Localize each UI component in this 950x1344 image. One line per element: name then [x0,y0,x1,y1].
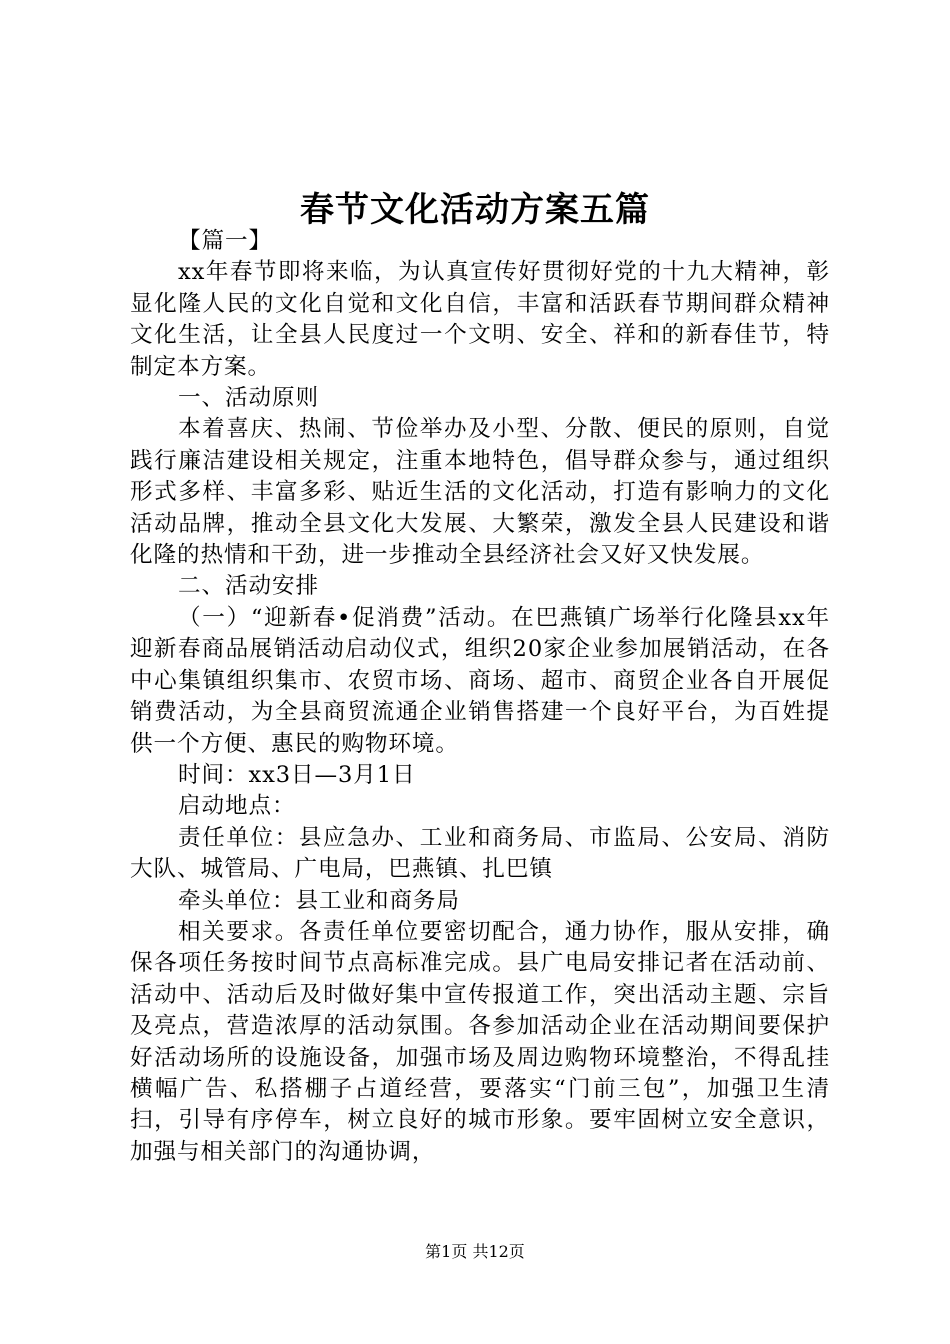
paragraph-location: 启动地点： [178,793,296,820]
section-heading-arrangements: 二、活动安排 [178,573,319,600]
paragraph-requirements: 相关要求。各责任单位要密切配合，通力协作，服从安排，确保各项任务按时间节点高标准完成。县广电局安排记者在活动前、活动中、活动后及时做好集中宣传报道工作，突出活动主题、宗旨及亮点，营造浓厚的活动氛围。各参加活动企业在活动期间要保护好活动场所的设施设备，加强市场及周边购物环境整治，不得乱挂横幅广告、私搭棚子占道经营，要落实“门前三包”，加强卫生清扫，引导有序停车，树立良好的城市形象。要牢固树立安全意识，加强与相关部门的沟通协调， [130,918,830,1165]
paragraph-intro: xx年春节即将来临，为认真宣传好贯彻好党的十九大精神，彰显化隆人民的文化自觉和文化自信，丰富和活跃春节期间群众精神文化生活，让全县人民度过一个文明、安全、祥和的新春佳节，特制定本方案。 [130,259,830,380]
paragraph-lead-unit: 牵头单位：县工业和商务局 [178,887,460,914]
paragraph-time: 时间：xx3日—3月1日 [178,761,416,788]
paragraph-responsible-units: 责任单位：县应急办、工业和商务局、市监局、公安局、消防大队、城管局、广电局，巴燕镇、扎巴镇 [130,824,830,883]
paragraph-principles: 本着喜庆、热闹、节俭举办及小型、分散、便民的原则，自觉践行廉洁建设相关规定，注重本地特色，倡导群众参与，通过组织形式多样、丰富多彩、贴近生活的文化活动，打造有影响力的文化活动品牌，推动全县文化大发展、大繁荣，激发全县人民建设和谐化隆的热情和干劲，进一步推动全县经济社会又好又快发展。 [130,416,830,569]
paragraph-activity-one: （一）“迎新春•促消费”活动。在巴燕镇广场举行化隆县xx年迎新春商品展销活动启动仪式，组织20家企业参加展销活动，在各中心集镇组织集市、农贸市场、商场、超市、商贸企业各自开展促销费活动，为全县商贸流通企业销售搭建一个良好平台，为百姓提供一个方便、惠民的购物环境。 [130,604,830,757]
section-heading-part-one: 【篇一】 [178,228,272,254]
document-body [130,226,830,1168]
section-heading-principles: 一、活动原则 [178,385,319,412]
page-number-footer: 第1页 共12页 [425,1242,525,1261]
document-title: 春节文化活动方案五篇 [300,190,650,230]
